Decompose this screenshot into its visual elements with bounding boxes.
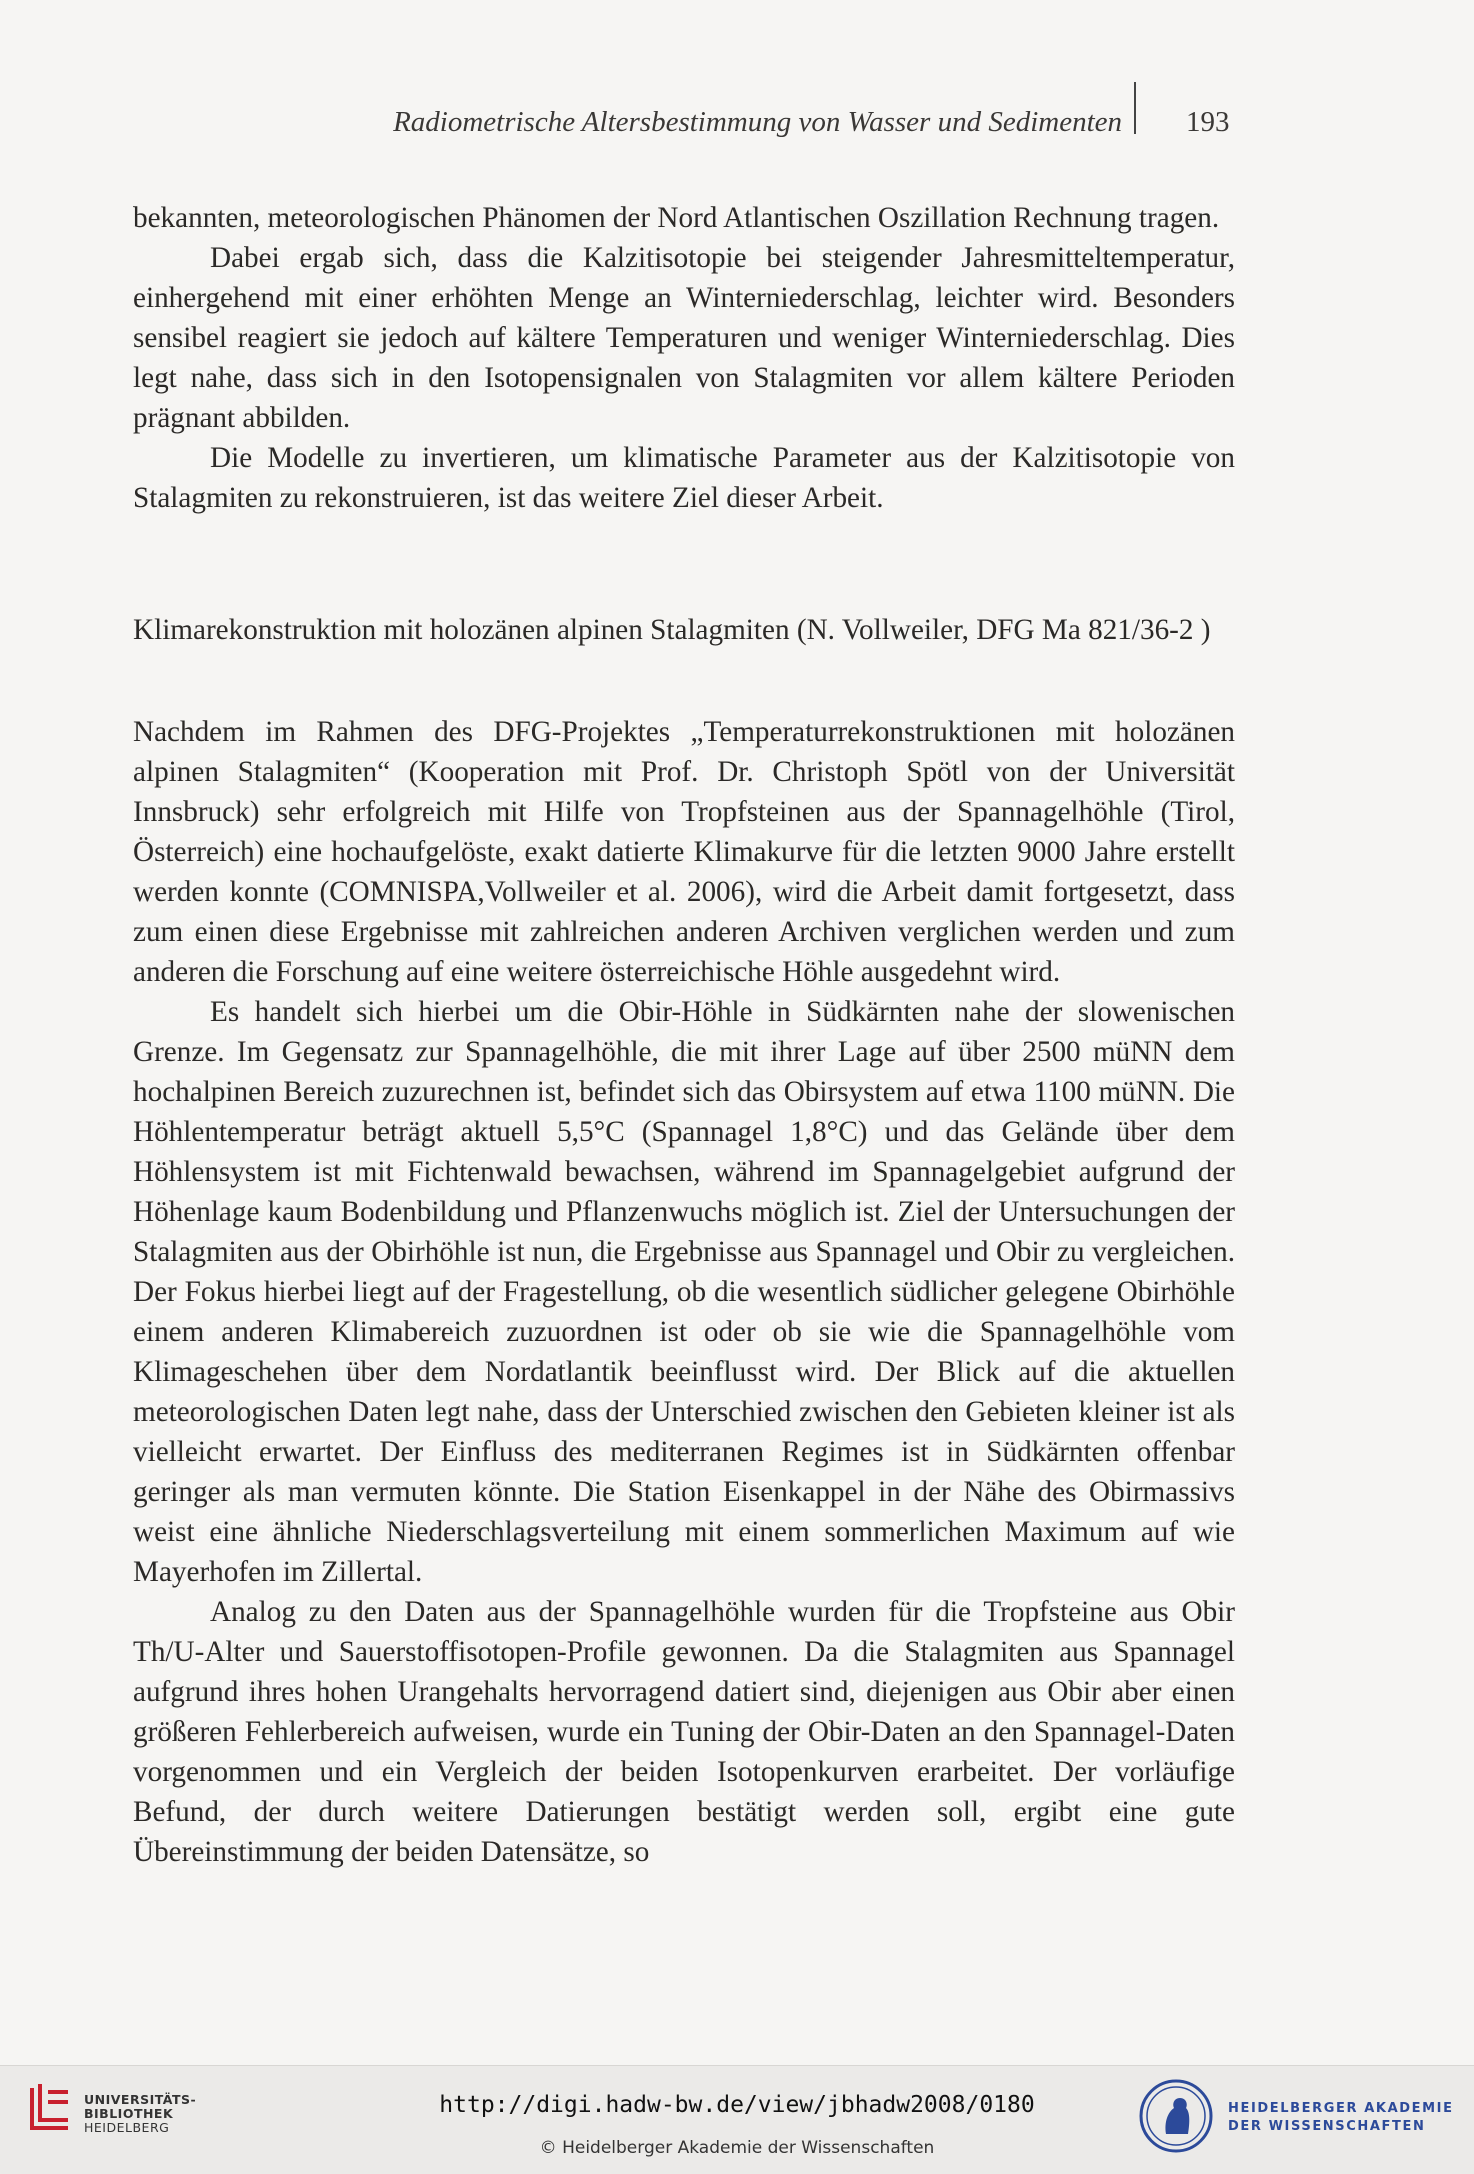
paragraph: Es handelt sich hierbei um die Obir-Höhle in Südkärnten nahe der slowenischen Grenze. Im Gegensatz zur Spannagelhöhle, die mit ihrer Lage auf über 2500 müNN dem hochalpinen Bereich zuzurechnen ist, befindet sich das Obirsystem auf etwa 1100 müNN. Die Höhlentemperatur beträgt aktuell 5,5°C (Spannagel 1,8°C) und das Gelände über dem Höhlensystem ist mit Fichtenwald bewachsen, während im Spannagelgebiet aufgrund der Höhenlage kaum Bodenbildung und Pflanzenwuchs möglich ist. Ziel der Untersuchungen der Stalagmiten aus der Obirhöhle ist nun, die Ergebnisse aus Spannagel und Obir zu vergleichen. Der Fokus hierbei liegt auf der Fragestellung, ob die wesentlich südlicher gelegene Obirhöhle einem anderen Klimabereich zuzuordnen ist oder ob sie wie die Spannagelhöhle vom Klimageschehen über dem Nordatlantik beeinflusst wird. Der Blick auf die aktuellen meteorologischen Daten legt nahe, dass der Unterschied zwischen den Gebieten kleiner ist als vielleicht erwartet. Der Einfluss des mediterranen Regimes ist in Südkärnten offenbar geringer als man vermuten könnte. Die Station Eisenkappel in der Nähe des Obirmassivs weist eine ähnliche Niederschlagsverteilung mit einem sommerlichen Maximum auf wie Mayerhofen im Zillertal. xyxy=(133,996,1235,1588)
paragraph: Dabei ergab sich, dass die Kalzitisotopie bei steigender Jahresmitteltemperatur, einhergehend mit einer erhöhten Menge an Winterniederschlag, leichter wird. Besonders sensibel reagiert sie jedoch auf kältere Temperaturen und weniger Winterniederschlag. Dies legt nahe, dass sich in den Isotopensignalen von Stalagmiten vor allem kältere Perioden prägnant abbilden. xyxy=(133,242,1235,434)
section-1-text xyxy=(133,198,1235,518)
page-number: 193 xyxy=(1186,106,1230,138)
academy-name xyxy=(1228,2100,1454,2136)
library-name-line: HEIDELBERG xyxy=(84,2120,170,2135)
running-head-divider xyxy=(1134,82,1136,134)
paragraph: bekannten, meteorologischen Phänomen der Nord Atlantischen Oszillation Rechnung tragen. xyxy=(133,202,1220,234)
section-heading: Klimarekonstruktion mit holozänen alpinen Stalagmiten (N. Vollweiler, DFG Ma 821/36-2 ) xyxy=(133,614,1211,646)
paragraph: Die Modelle zu invertieren, um klimatische Parameter aus der Kalzitisotopie von Stalagmiten zu rekonstruieren, ist das weitere Ziel dieser Arbeit. xyxy=(133,442,1235,514)
permalink-url[interactable]: http://digi.hadw-bw.de/view/jbhadw2008/0180 xyxy=(439,2092,1035,2118)
copyright-notice: © Heidelberger Akademie der Wissenschaften xyxy=(539,2138,935,2158)
academy-seal-icon[interactable] xyxy=(1138,2078,1214,2154)
paragraph: Nachdem im Rahmen des DFG-Projektes „Temperaturrekonstruktionen mit holozänen alpinen Stalagmiten“ (Kooperation mit Prof. Dr. Christoph Spötl von der Universität Innsbruck) sehr erfolgreich mit Hilfe von Tropfsteinen aus der Spannagelhöhle (Tirol, Österreich) eine hochaufgelöste, exakt datierte Klimakurve für die letzten 9000 Jahre erstellt werden konnte (COMNISPA,Vollweiler et al. 2006), wird die Arbeit damit fortgesetzt, dass zum einen diese Ergebnisse mit zahlreichen anderen Archiven verglichen werden und zum anderen die Forschung auf eine weitere österreichische Höhle ausgedehnt wird. xyxy=(133,716,1235,988)
library-name-line: UNIVERSITÄTS- xyxy=(84,2092,197,2107)
academy-name-line: HEIDELBERGER AKADEMIE xyxy=(1228,2101,1454,2116)
paragraph: Analog zu den Daten aus der Spannagelhöhle wurden für die Tropfsteine aus Obir Th/U-Alter und Sauerstoffisotopen-Profile gewonnen. Da die Stalagmiten aus Spannagel aufgrund ihres hohen Urangehalts hervorragend datiert sind, diejenigen aus Obir aber einen größeren Fehlerbereich aufweisen, wurde ein Tuning der Obir-Daten an den Spannagel-Daten vorgenommen und ein Vergleich der beiden Isotopenkurven erarbeitet. Der vorläufige Befund, der durch weitere Datierungen bestätigt werden soll, ergibt eine gute Übereinstimmung der beiden Datensätze, so xyxy=(133,1596,1235,1868)
academy-name-line: DER WISSENSCHAFTEN xyxy=(1228,2119,1426,2134)
running-head xyxy=(0,100,1474,144)
library-name-line: BIBLIOTHEK xyxy=(84,2106,174,2121)
running-head-title: Radiometrische Altersbestimmung von Wasser und Sedimenten xyxy=(393,106,1122,138)
section-2-text xyxy=(133,712,1235,1872)
